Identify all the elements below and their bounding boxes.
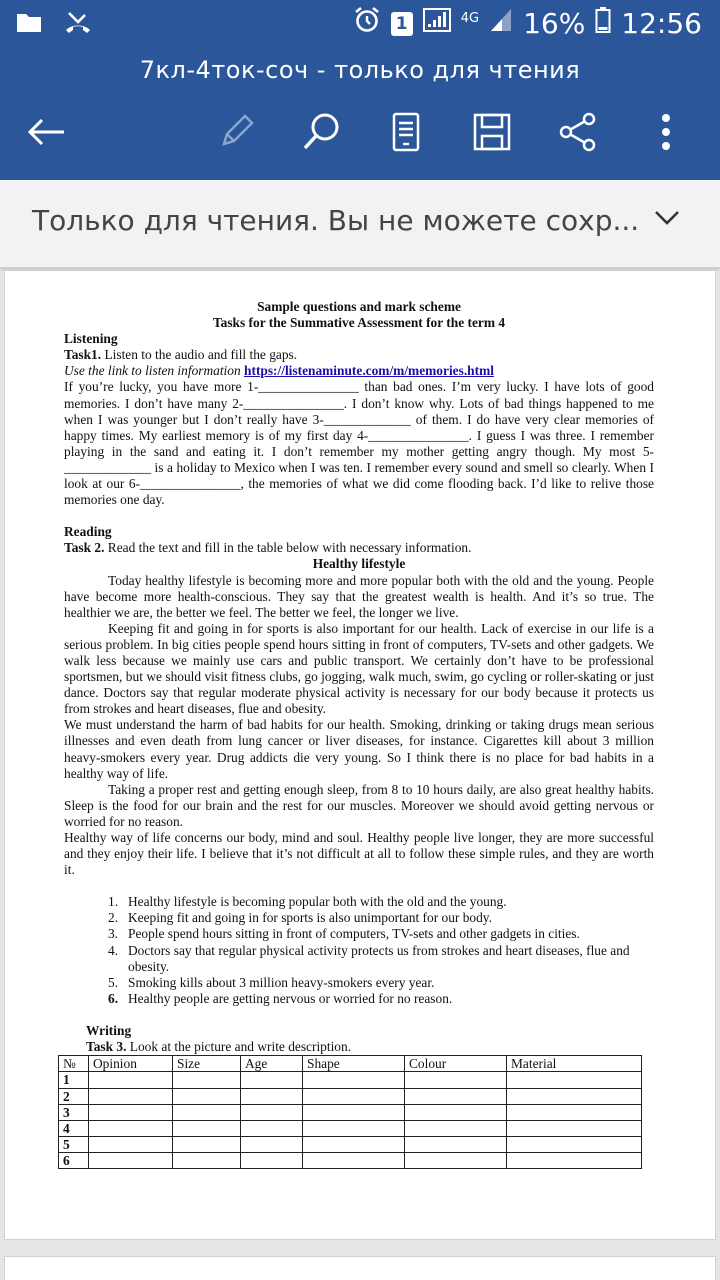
description-table bbox=[58, 1055, 642, 1169]
statement-text: Healthy people are getting nervous or worried for no reason. bbox=[128, 990, 453, 1006]
table-row bbox=[59, 1120, 642, 1136]
table-cell[interactable] bbox=[507, 1153, 642, 1169]
col-header: Shape bbox=[303, 1056, 405, 1072]
table-cell[interactable] bbox=[303, 1137, 405, 1153]
row-number: 5 bbox=[59, 1137, 89, 1153]
document-body bbox=[64, 299, 654, 1169]
doc-subheading: Tasks for the Summative Assessment for the term 4 bbox=[212, 315, 506, 331]
table-cell[interactable] bbox=[303, 1120, 405, 1136]
table-cell[interactable] bbox=[173, 1104, 241, 1120]
table-cell[interactable] bbox=[303, 1104, 405, 1120]
statement-item bbox=[108, 894, 654, 910]
col-header: Colour bbox=[405, 1056, 507, 1072]
back-button[interactable] bbox=[18, 106, 74, 162]
statement-text: Smoking kills about 3 million heavy-smokers every year. bbox=[128, 974, 435, 990]
table-cell[interactable] bbox=[303, 1153, 405, 1169]
statement-number: 6. bbox=[108, 990, 119, 1006]
statement-text: Doctors say that regular physical activity protects us from strokes and heart diseases, flue and obesity. bbox=[128, 942, 630, 974]
statements-list bbox=[108, 894, 654, 1007]
read-only-message: Только для чтения. Вы не можете сохр... bbox=[32, 204, 640, 237]
row-number: 3 bbox=[59, 1104, 89, 1120]
next-page bbox=[4, 1256, 716, 1280]
table-row bbox=[59, 1153, 642, 1169]
table-cell[interactable] bbox=[89, 1153, 173, 1169]
alarm-icon bbox=[353, 6, 381, 41]
listening-paragraph: If you’re lucky, you have more 1-_______________ than bad ones. I’m very lucky. I have lots of good memories. I don’t have many 2-_______________. I don’t know why. Lots of bad things happened to me when I was younger but I don’t really have 3-_____________ of them. I do have very clear memories of happy times. My earliest memory is of my first day 4-_______________. I guess I was three. I remember playing in the sand and eating it. I don’t remember my mother getting angry though. My most 5-_____________ is a holiday to Mexico when I was ten. I remember every sound and smell so clearly. When I look at our 6-_______________, the memories of what we did come flooding back. I’d like to relive those memories one day. bbox=[64, 379, 654, 508]
table-cell[interactable] bbox=[507, 1120, 642, 1136]
app-bar bbox=[0, 50, 720, 180]
table-header-row bbox=[59, 1056, 642, 1072]
table-row bbox=[59, 1137, 642, 1153]
edit-pencil-icon bbox=[216, 112, 256, 156]
table-cell[interactable] bbox=[173, 1088, 241, 1104]
back-arrow-icon bbox=[26, 117, 66, 151]
table-cell[interactable] bbox=[303, 1088, 405, 1104]
table-row bbox=[59, 1072, 642, 1088]
statement-item bbox=[108, 910, 654, 926]
table-cell[interactable] bbox=[89, 1104, 173, 1120]
document-page bbox=[4, 270, 716, 1240]
table-cell[interactable] bbox=[89, 1120, 173, 1136]
search-icon bbox=[302, 112, 342, 156]
audio-link[interactable]: https://listenaminute.com/m/memories.html bbox=[244, 363, 494, 379]
table-cell[interactable] bbox=[241, 1104, 303, 1120]
row-number: 1 bbox=[59, 1072, 89, 1088]
share-icon bbox=[558, 112, 598, 156]
statement-number: 3. bbox=[108, 926, 119, 942]
signal-icon bbox=[423, 7, 451, 40]
table-cell[interactable] bbox=[89, 1088, 173, 1104]
table-cell[interactable] bbox=[241, 1072, 303, 1088]
reading-title: Healthy lifestyle bbox=[312, 556, 406, 572]
clock: 12:56 bbox=[621, 7, 702, 40]
save-icon bbox=[472, 112, 512, 156]
missed-call-icon bbox=[64, 10, 92, 38]
reading-paragraph-2: Keeping fit and going in for sports is also important for our health. Lack of exercise in our life is a serious problem. In big cities people spend hours sitting in front of computers, TV-sets and other gadgets. We walk less because we mainly use cars and public transport. We certainly don’t have to be professional sportsmen, but we should visit fitness clubs, go jogging, walk much, swim, go cycling or roller-skating or just dance. Doctors say that regular moderate physical activity is necessary for our body because it protects us from strokes and heart diseases, flue and obesity. bbox=[64, 620, 654, 717]
section-reading: Reading bbox=[64, 524, 112, 540]
task1-line bbox=[64, 347, 654, 363]
edit-button[interactable] bbox=[208, 106, 264, 162]
search-button[interactable] bbox=[294, 106, 350, 162]
reading-view-button[interactable] bbox=[378, 106, 434, 162]
task1-text: Listen to the audio and fill the gaps. bbox=[101, 347, 298, 363]
col-header: № bbox=[59, 1056, 89, 1072]
chevron-down-icon[interactable] bbox=[654, 210, 680, 230]
document-title: 7кл-4ток-соч - только для чтения bbox=[139, 56, 581, 84]
task3-line bbox=[86, 1039, 654, 1055]
more-icon bbox=[661, 114, 671, 154]
table-cell[interactable] bbox=[507, 1137, 642, 1153]
status-bar bbox=[0, 0, 720, 50]
table-cell[interactable] bbox=[241, 1088, 303, 1104]
table-cell[interactable] bbox=[405, 1072, 507, 1088]
statement-item bbox=[108, 975, 654, 991]
table-cell[interactable] bbox=[507, 1072, 642, 1088]
statement-item bbox=[108, 926, 654, 942]
battery-icon bbox=[595, 6, 611, 41]
section-writing: Writing bbox=[86, 1022, 132, 1038]
table-cell[interactable] bbox=[89, 1072, 173, 1088]
statement-item bbox=[108, 991, 654, 1007]
save-button[interactable] bbox=[464, 106, 520, 162]
col-header: Size bbox=[173, 1056, 241, 1072]
table-cell[interactable] bbox=[173, 1153, 241, 1169]
task3-text: Look at the picture and write description. bbox=[126, 1039, 352, 1055]
toolbar bbox=[0, 106, 720, 162]
sim-badge: 1 bbox=[391, 12, 413, 36]
row-number: 2 bbox=[59, 1088, 89, 1104]
row-number: 4 bbox=[59, 1120, 89, 1136]
statement-text: People spend hours sitting in front of computers, TV-sets and other gadgets in cities. bbox=[128, 926, 580, 942]
statement-item bbox=[108, 943, 654, 975]
table-cell[interactable] bbox=[507, 1104, 642, 1120]
doc-heading: Sample questions and mark scheme bbox=[257, 299, 461, 314]
col-header: Opinion bbox=[89, 1056, 173, 1072]
table-cell[interactable] bbox=[241, 1137, 303, 1153]
table-cell[interactable] bbox=[405, 1120, 507, 1136]
reading-paragraph-5: Healthy way of life concerns our body, mind and soul. Healthy people live longer, they are more successful and they enjoy their life. I believe that it’s not difficult at all to follow these simple rules, and they are worth it. bbox=[64, 830, 654, 878]
reading-paragraph-3: We must understand the harm of bad habits for our health. Smoking, drinking or taking drugs mean serious illnesses and even death from lung cancer or liver diseases, for instance. Cigarettes kill about 3 million heavy-smokers every year. Drug addicts die very young. So I think there is no place for bad habits in a healthy way of life. bbox=[64, 717, 654, 781]
table-cell[interactable] bbox=[405, 1088, 507, 1104]
table-cell[interactable] bbox=[173, 1137, 241, 1153]
link-line bbox=[64, 363, 654, 379]
link-intro: Use the link to listen information bbox=[64, 363, 241, 379]
statement-text: Keeping fit and going in for sports is also unimportant for our body. bbox=[128, 910, 492, 926]
section-listening: Listening bbox=[64, 331, 118, 347]
statement-number: 4. bbox=[108, 942, 119, 958]
task2-text: Read the text and fill in the table below with necessary information. bbox=[104, 540, 472, 556]
more-button[interactable] bbox=[638, 106, 694, 162]
table-cell[interactable] bbox=[241, 1153, 303, 1169]
task3-label: Task 3. bbox=[86, 1039, 127, 1055]
task1-label: Task1. bbox=[64, 347, 102, 363]
network-type: 4G bbox=[460, 11, 480, 26]
task2-label: Task 2. bbox=[64, 540, 105, 556]
row-number: 6 bbox=[59, 1153, 89, 1169]
reading-view-icon bbox=[392, 112, 420, 156]
writing-block bbox=[86, 1023, 654, 1055]
table-cell[interactable] bbox=[405, 1104, 507, 1120]
table-row bbox=[59, 1088, 642, 1104]
table-cell[interactable] bbox=[89, 1137, 173, 1153]
share-button[interactable] bbox=[550, 106, 606, 162]
reading-paragraph-1: Today healthy lifestyle is becoming more and more popular both with the old and the young. People have become more health-conscious. They say that the greatest wealth is health. And it’s so true. The healthier we are, the better we feel. The better we feel, the longer we live. bbox=[64, 572, 654, 620]
table-cell[interactable] bbox=[241, 1120, 303, 1136]
table-row bbox=[59, 1104, 642, 1120]
statement-text: Healthy lifestyle is becoming popular both with the old and the young. bbox=[128, 894, 507, 910]
col-header: Material bbox=[507, 1056, 642, 1072]
statement-number: 2. bbox=[108, 910, 119, 926]
col-header: Age bbox=[241, 1056, 303, 1072]
table-cell[interactable] bbox=[173, 1072, 241, 1088]
table-cell[interactable] bbox=[173, 1120, 241, 1136]
table-cell[interactable] bbox=[303, 1072, 405, 1088]
reading-paragraph-4: Taking a proper rest and getting enough sleep, from 8 to 10 hours daily, are also great healthy habits. Sleep is the food for our brain and the rest for our muscles. Moreover we should avoid getting nervous or worried for no reason. bbox=[64, 781, 654, 829]
battery-percent: 16% bbox=[523, 7, 586, 40]
table-cell[interactable] bbox=[507, 1088, 642, 1104]
statement-number: 5. bbox=[108, 974, 119, 990]
read-only-banner[interactable] bbox=[0, 180, 720, 268]
statement-number: 1. bbox=[108, 894, 119, 910]
signal-bars-icon bbox=[489, 7, 513, 40]
table-cell[interactable] bbox=[405, 1137, 507, 1153]
table-cell[interactable] bbox=[405, 1153, 507, 1169]
task2-line bbox=[64, 540, 654, 556]
folder-icon bbox=[16, 11, 42, 37]
